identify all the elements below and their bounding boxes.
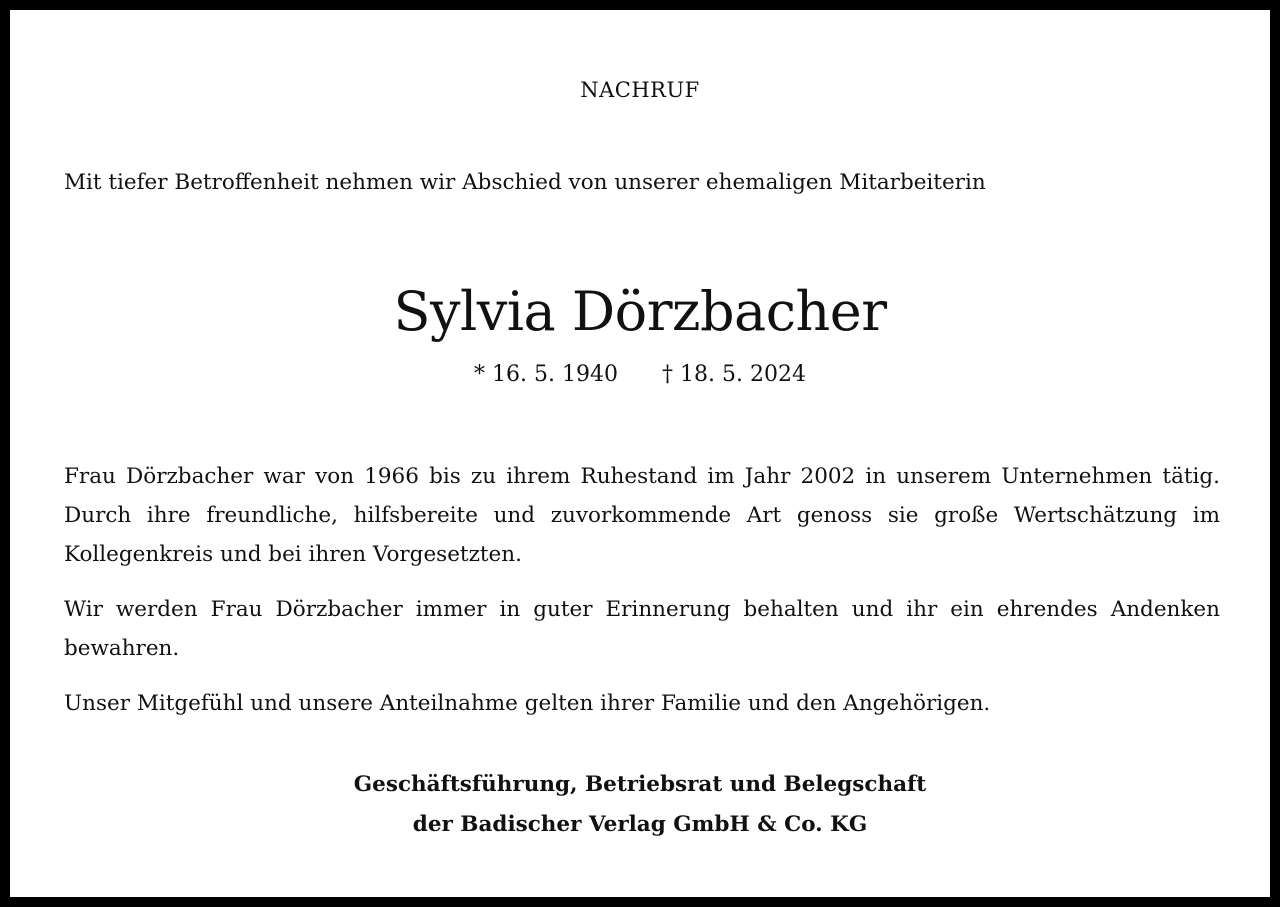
life-dates <box>10 362 1270 387</box>
paragraph-text: Unser Mitgefühl und unsere Anteilnahme gelten ihrer Familie und den Angehörigen. <box>64 691 991 716</box>
notice-heading: NACHRUF <box>580 78 700 102</box>
paragraph-text: Frau Dörzbacher war von 1966 bis zu ihrem Ruhestand im Jahr 2002 in unserem Unternehmen tätig. Durch ihre freundliche, hilfsbereite und zuvorkommende Art genoss sie große Wertschätzung im Kollegenkreis und bei ihren Vorgesetzten. <box>64 464 1220 567</box>
signature-block <box>10 765 1270 845</box>
paragraph-text: Wir werden Frau Dörzbacher immer in guter Erinnerung behalten und ihr ein ehrendes Andenken bewahren. <box>64 597 1220 661</box>
signature-line-1: Geschäftsführung, Betriebsrat und Belegschaft <box>353 772 927 797</box>
intro-line: Mit tiefer Betroffenheit nehmen wir Abschied von unserer ehemaligen Mitarbeiterin <box>64 170 986 195</box>
birth-date: * 16. 5. 1940 <box>474 362 618 387</box>
body-paragraph-condolence <box>64 684 1220 723</box>
signature-line-2: der Badischer Verlag GmbH & Co. KG <box>412 812 868 837</box>
deceased-name: Sylvia Dörzbacher <box>393 280 887 343</box>
death-date: † 18. 5. 2024 <box>662 362 806 387</box>
body-paragraph-career <box>64 457 1220 574</box>
body-paragraph-remembrance <box>64 590 1220 668</box>
obituary-notice <box>10 10 1270 897</box>
